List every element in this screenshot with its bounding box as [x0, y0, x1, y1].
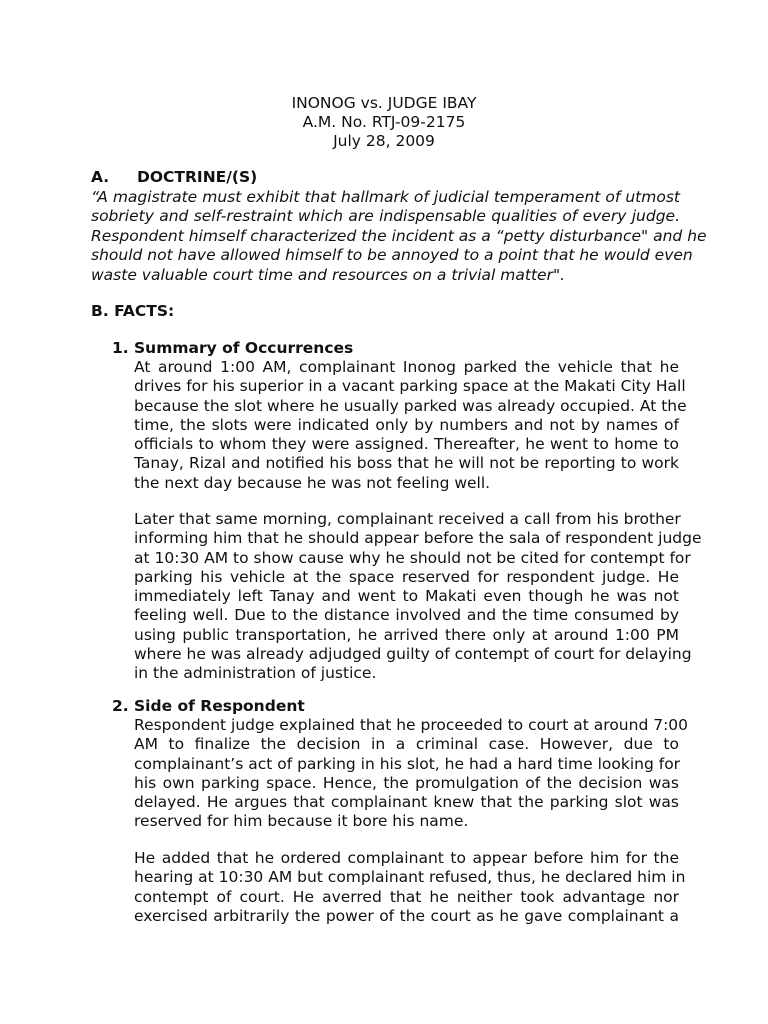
paragraph-occurrences-2: [134, 510, 702, 684]
doctrine-line: sobriety and self-restraint which are indispensable qualities of every judge.: [91, 207, 680, 226]
doctrine-line: should not have allowed himself to be annoyed to a point that he would even: [91, 246, 693, 265]
paragraph-line: time, the slots were indicated only by numbers and not by names of: [134, 415, 679, 434]
case-title: INONOG vs. JUDGE IBAY: [291, 94, 477, 112]
section-b-heading: B. FACTS:: [91, 302, 175, 320]
paragraph-occurrences-1: [134, 358, 687, 493]
paragraph-line: Respondent judge explained that he proceeded to court at around 7:00: [134, 716, 689, 734]
case-number: A.M. No. RTJ-09-2175: [302, 113, 466, 131]
item-title: Summary of Occurrences: [134, 339, 354, 357]
item-number: 2.: [112, 697, 129, 715]
paragraph-line: complainant’s act of parking in his slot, he had a hard time looking for: [134, 754, 681, 773]
paragraph-line: because the slot where he usually parked was already occupied. At the: [134, 396, 687, 415]
doctrine-line: waste valuable court time and resources on a trivial matter".: [91, 265, 566, 284]
paragraph-line: feeling well. Due to the distance involved and the time consumed by: [134, 606, 679, 625]
paragraph-line: parking his vehicle at the space reserved for respondent judge. He: [134, 567, 679, 586]
paragraph-line: at 10:30 AM to show cause why he should not be cited for contempt for: [134, 548, 691, 567]
doctrine-line: Respondent himself characterized the incident as a “petty disturbance" and he: [91, 226, 707, 245]
paragraph-line: his own parking space. Hence, the promulgation of the decision was: [134, 773, 679, 792]
paragraph-line: Later that same morning, complainant received a call from his brother: [134, 510, 681, 528]
paragraph-line: hearing at 10:30 AM but complainant refused, thus, he declared him in: [134, 868, 686, 887]
paragraph-line: the next day because he was not feeling well.: [134, 473, 491, 492]
case-date: July 28, 2009: [333, 132, 435, 150]
item-number: 1.: [112, 339, 129, 357]
paragraph-line: contempt of court. He averred that he neither took advantage nor: [134, 887, 679, 906]
section-a-letter: A.: [91, 168, 110, 186]
paragraph-line: officials to whom they were assigned. Thereafter, he went to home to: [134, 435, 679, 454]
item-title: Side of Respondent: [134, 697, 305, 715]
paragraph-line: Tanay, Rizal and notified his boss that he will not be reporting to work: [134, 454, 679, 473]
paragraph-line: reserved for him because it bore his name.: [134, 812, 469, 831]
item-side-of-respondent: [112, 697, 305, 716]
paragraph-line: delayed. He argues that complainant knew that the parking slot was: [134, 793, 679, 812]
paragraph-line: informing him that he should appear before the sala of respondent judge: [134, 529, 702, 548]
paragraph-respondent-1: [134, 716, 689, 832]
section-a-heading: [91, 168, 257, 187]
paragraph-line: AM to finalize the decision in a criminal case. However, due to: [134, 735, 679, 754]
doctrine-line: “A magistrate must exhibit that hallmark of judicial temperament of utmost: [91, 188, 680, 206]
paragraph-line: using public transportation, he arrived there only at around 1:00 PM: [134, 625, 679, 644]
item-summary-of-occurrences: [112, 339, 353, 358]
paragraph-line: where he was already adjudged guilty of contempt of court for delaying: [134, 645, 692, 664]
paragraph-line: At around 1:00 AM, complainant Inonog parked the vehicle that he: [134, 358, 679, 376]
paragraph-line: He added that he ordered complainant to appear before him for the: [134, 849, 679, 867]
section-a-title: DOCTRINE/(S): [137, 168, 258, 186]
paragraph-line: drives for his superior in a vacant parking space at the Makati City Hall: [134, 377, 686, 396]
doctrine-quote: [91, 188, 707, 285]
paragraph-line: exercised arbitrarily the power of the court as he gave complainant a: [134, 906, 679, 925]
paragraph-line: immediately left Tanay and went to Makati even though he was not: [134, 587, 679, 606]
paragraph-line: in the administration of justice.: [134, 664, 377, 683]
paragraph-respondent-2: [134, 849, 686, 926]
